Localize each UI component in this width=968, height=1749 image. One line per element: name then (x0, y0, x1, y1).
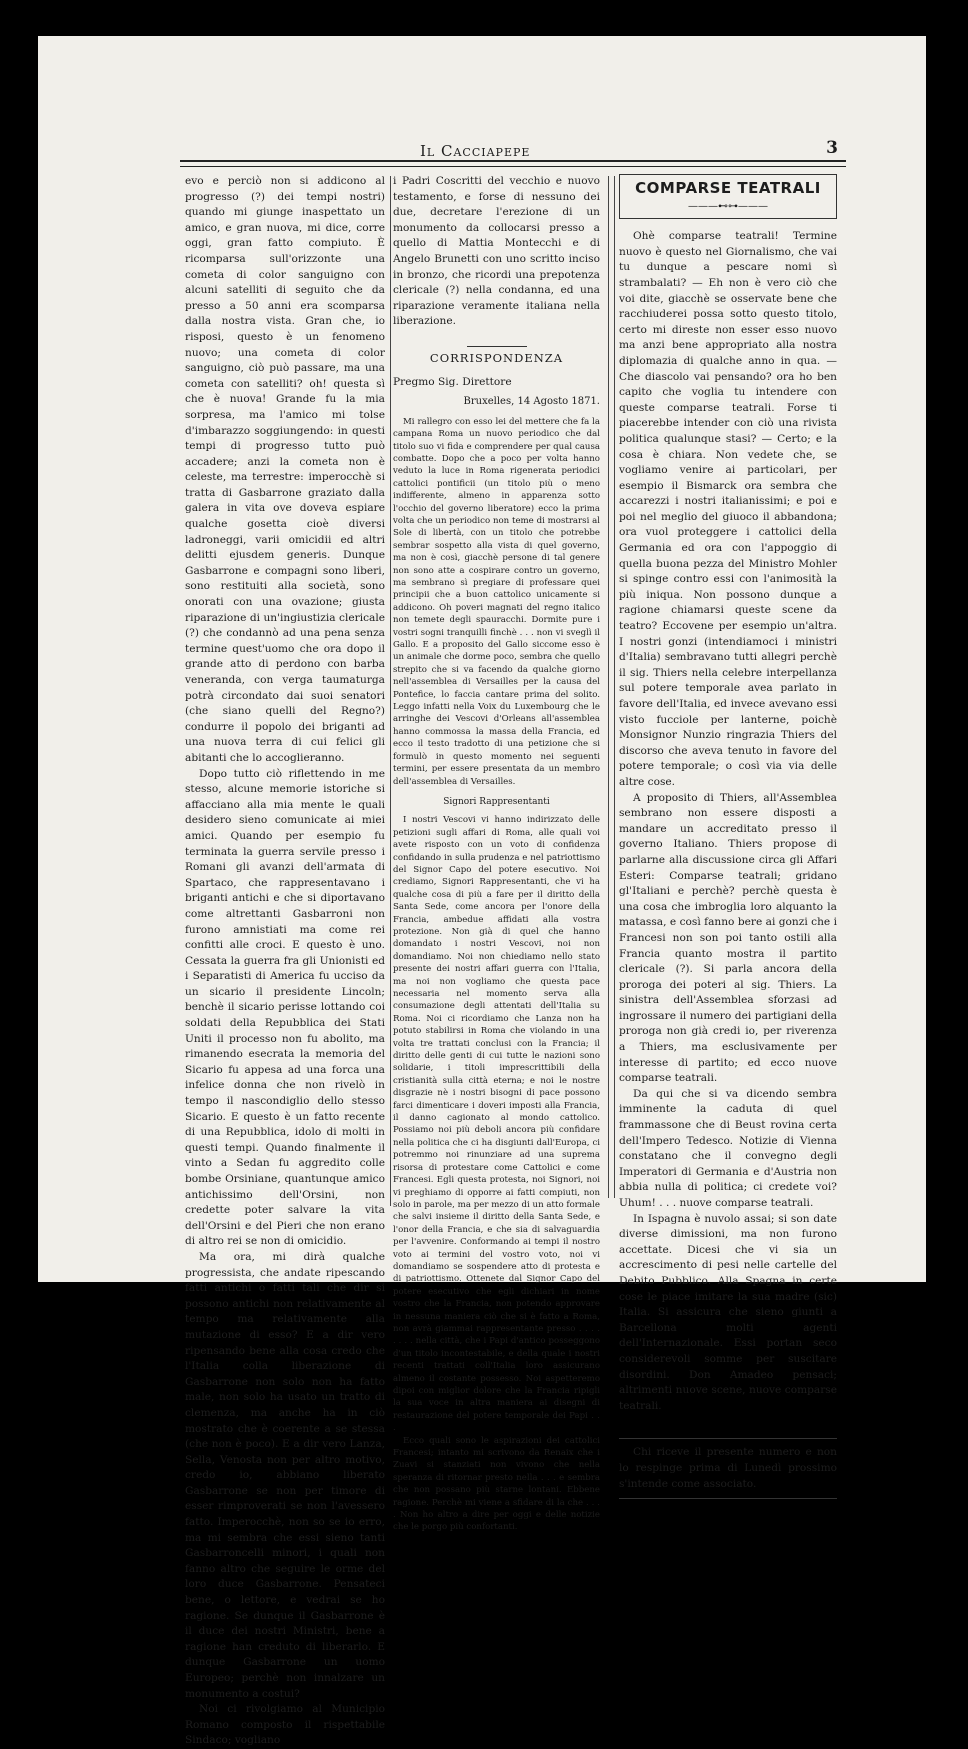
page-header (180, 140, 842, 162)
article-paragraph: Da qui che si va dicendo sembra imminente la caduta di quel frammassone che di Beust rovina certa dell'Impero Tedesco. Notizie di Vienna constatano che il convegno degli Imperatori di Germania e d'Austria non abbia nulla di politica; ci credete voi? Uhum! . . . nuove comparse teatrali. (619, 1087, 837, 1209)
article-heading (619, 174, 837, 219)
subsection-title: Signori Rappresentanti (443, 796, 550, 807)
dateline: Bruxelles, 14 Agosto 1871. (463, 396, 600, 408)
section-title-text: CORRISPONDENZA (429, 350, 564, 365)
article-paragraph: evo e perciò non si addicono al progresso (?) dei tempi nostri) quando mi giunge inaspettato un amico, e gran nuova, mi dice, corre oggi, gran fatto compiuto. È ricomparsa sull'orizzonte una cometa di color sanguigno con alcuni satelliti di seguito che da presso a 50 anni era scomparsa dalla nostra vista. Gran che, io risposi, questo è un fenomeno nuovo; una cometa di color sanguigno, ciò può passare, ma una cometa con satelliti? oh! questa sì che è nuova! Grande fu la mia sorpresa, ma l'amico mi tolse d'imbarazzo soggiungendo: in questi tempi di progresso tutto può accadere; anzi la cometa non è celeste, ma terrestre: imperocchè si tratta di Gasbarrone graziato dalla galera in vita ove doveva espiare qualche gosetta cioè diversi ladroneggi, varii omicidii ed altri delitti ejusdem generis. Dunque Gasbarrone e compagni sono liberi, sono restituiti alla società, sono onorati con una ovazione; giusta riparazione di un'ingiustizia clericale (?) che condannò ad una pena senza termine quest'uomo che ora dopo il grande atto di perdono con barba veneranda, con verga taumaturga potrà circondato dai suoi senatori (che siano quelli del Regno?) condurre il popolo dei briganti ad una nuova terra di cui felici gli abitanti che lo accoglieranno. (185, 175, 385, 764)
article-title: COMPARSE TEATRALI (635, 179, 821, 197)
column-divider (608, 176, 609, 1198)
notice-text: Chi riceve il presente numero e non lo respinge prima di Lunedì prossimo s'intende come associato. (619, 1446, 837, 1490)
letter-paragraph: Mi rallegro con esso lei del mettere che fa la campana Roma un nuovo periodico che dal titolo suo vi fida e comprendere per qual causa combatte. Dopo che a poco per volta hanno veduto la luce in Roma rigenerata periodici cattolici pontificii (un titolo più o meno indifferente, almeno in apparenza sotto l'occhio del governo liberatore) ecco la prima volta che un periodico non teme di mostrarsi al Sole di libertà, con un titolo che potrebbe sembrar sospetto alla vista di quel governo, ma non è così, giacchè persone di tal genere non sono atte a cospirare contro un governo, ma sembrano sì pregiare di professare quei principii che a buon cattolico unicamente si addicono. Oh poveri magnati del regno italico non temete degli spauracchi. Dormite pure i vostri sogni tranquilli finchè . . . non vi sveglì il Gallo. E a proposito del Gallo siccome esso è un animale che dorme poco, sembra che quello strepito che si va facendo da qualche giorno nell'assemblea di Versailles per la causa del Pontefice, lo faccia cantare prima del solito. Leggo infatti nella Voix du Luxembourg che le arringhe dei Vescovi d'Orleans all'assemblea hanno commossa la massa della Francia, ed ecco il testo tradotto di una petizione che si formulò in questo momento nei seguenti termini, per essere presentata da un membro dell'assemblea di Versailles. (393, 416, 600, 787)
article-paragraph: Ohè comparse teatrali! Termine nuovo è questo nel Giornalismo, che vai tu dunque a pescare nomi sì strambalati? — Eh non è vero ciò che voi dite, giacchè se osservate bene che racchiuderei possa sotto questo titolo, certo mi direste non esser esso nuovo ma anzi bene appropriato alla nostra diplomazia di qualche anno in qua. — Che diascolo vai pensando? ora ho ben capito che voglia tu intendere con queste comparse teatrali. Forse ti piacerebbe intender con ciò una rivista politica qualunque stasi? — Certo; e la cosa è chiara. Non vedete che, se vogliamo venire ai particolari, per esempio il Bismarck ora sembra che accarezzi i nostri italianissimi; e poi e poi nel meglio del giuoco il abbandona; ora vuol proteggere i cattolici della Germania ed ora con l'appoggio di quella buona pezza del Ministro Mohler si spinge contro essi con l'animosità la più iniqua. Non possono dunque a ragione chiamarsi queste scene da teatro? Eccovene per esempio un'altra. I nostri gonzi (intendiamoci i ministri d'Italia) sembravano tutti allegri perchè il sig. Thiers nella celebre interpellanza sul potere temporale avea parlato in favore dell'Italia, ed invece avevano essi visto fucciole per lanterne, poichè Monsignor Nunzio ringrazia Thiers del discorso che aveva tenuto in favore del potere temporale; o così via via delle altre cose. (619, 230, 837, 788)
column-divider (614, 176, 615, 1198)
newspaper-title: Il Cacciapepe (420, 142, 531, 160)
ornament-divider: ———⊷⊶——— (688, 200, 768, 212)
left-column (185, 174, 385, 1749)
middle-column (393, 174, 600, 1534)
letter-closing: Ecco quali sono le aspirazioni dei cattolici Francesi; intanto mi scrivono da Renaix che i Zuavi si stanziati non vivono che nella speranza di ritornar presto nella . . . e sembra che non possano più starne lontani. Ebbene ragione. Perchè mi viene a sfidare di la che . . . . Non ho altro a dire per oggi e delle notizie che le porgo più confortanti. (393, 1435, 600, 1533)
article-paragraph: Noi ci rivolgiamo al Municipio Romano composto il rispettabile Sindaco; vogliano (185, 1703, 385, 1747)
petition-paragraph: I nostri Vescovi vi hanno indirizzato delle petizioni sugli affari di Roma, alle quali voi avete risposto con un voto di confidenza confidando in sulla prudenza e nel patriottismo del Signor Capo del potere esecutivo. Noi crediamo, Signori Rappresentanti, che vi ha qualche cosa di più a fare per il diritto della Santa Sede, come ancora per l'onore della Francia, ambedue affidati alla vostra protezione. Non già di quel che hanno domandato i nostri Vescovi, noi non domandiamo. Noi non chiediamo nello stato presente dei nostri affari guerra con l'Italia, ma noi non vogliamo che questa pace necessaria nel momento serva alla consumazione degli attentati dell'Italia su Roma. Noi ci ricordiamo che Lanza non ha potuto stabilirsi in Roma che violando in una volta tre trattati conclusi con la Francia; il diritto delle genti di cui tutte le nazioni sono solidarie, i titoli imprescrittibili della cristianità sulla città eterna; e noi le nostre disgrazie nè i nostri bisogni di pace possono farci dimenticare i doveri imposti alla Francia, il danno cagionato al mondo cattolico. Possiamo noi più deboli ancora più confidare nella politica che ci ha disgiunti dall'Europa, ci potremmo noi rinunziare ad una suprema risorsa di protestare come Cattolici e come Francesi. Egli questa protesta, noi Signori, noi vi preghiamo di opporre ai fatti compiuti, non solo in parole, ma per mezzo di un atto formale che salvi insieme il diritto della Santa Sede, e l'onor della Francia, e che sia di salvaguardia per l'avvenire. Conformando ai tempi il nostro voto ai termini del vostro voto, noi vi domandiamo se sospendere atto di protesta e di patriottismo. Ottenete dal Signor Capo del potere esecutivo che egli dichiari in nome vostro che la Francia, non potendo approvare in nessuna maniera ciò che si è fatto a Roma, non avrà giammai rappresentante presso . . . . . . . . nella città, che i Papi d'antico posseggono d'un titolo incontestabile, e della quale i nostri recenti trattati coll'Italia loro assicurano almeno il costante possesso. Noi aspetteremo dipoi con miglior dolore che la Francia ripigli la sua voce in altra maniera ai disegni di restaurazione del potere temporale dei Papi . . . (393, 815, 600, 1434)
article-paragraph: i Padri Coscritti del vecchio e nuovo testamento, e forse di nessuno dei due, decretare l'erezione di un monumento da collocarsi presso a quello di Mattia Montecchi e di Angelo Brunetti con uno scritto inciso in bronzo, che ricordi una prepotenza clericale (?) nella condanna, ed una riparazione veramente italiana nella liberazione. (393, 175, 600, 328)
page-number: 3 (826, 138, 838, 158)
column-divider (390, 176, 391, 1206)
title-rule (467, 346, 527, 347)
right-column (619, 174, 837, 1499)
letter-greeting: Pregmo Sig. Direttore (393, 375, 512, 388)
article-paragraph: Ma ora, mi dirà qualche progressista, che andate ripescando fatti antichi o fatti tali che dir si possono antichi non relativamente al tempo ma relativamente alla mutazione di esso? E a dir vero ripensando bene alla cosa credo che l'Italia colla liberazione di Gasbarrone non solo non ha fatto male, non solo ha usato un tratto di clemenza, ma anche ha in ciò mostrato che è coerente a se stessa (che non è poco). E a dir vero Lanza, Sella, Venosta non per altro motivo, credo io, abbiano liberato Gasbarrone se non per timore di esser rimproverati se non l'avessero fatto. Imperocchè, non so se io erro, ma mi sembra che essi sieno tanti Gasbarroncelli minori, i quali non fanno altro che seguire le orme del loro duce Gasbarrone. Pensateci bene, o lettore, e vedrai se ho ragione. Se dunque il Gasbarrone è il duce dei nostri Ministri, bene a ragione han creduto di liberarlo. E dunque Gasbarrone un uomo Europeo; perchè non innalzare un monumento a costui? (185, 1250, 385, 1700)
article-paragraph: Dopo tutto ciò riflettendo in me stesso, alcune memorie istoriche si affacciano alla mia mente le quali desidero sieno comunicate ai miei amici. Quando per esempio fu terminata la guerra servile presso i Romani gli avanzi dell'armata di Spartaco, che rappresentavano i briganti antichi e che si diportavano come altrettanti Gasbarroni non furono amnistiati ma come rei confitti alle croci. E questo è uno. Cessata la guerra fra gli Unionisti ed i Separatisti di America fu ucciso da un sicario il presidente Lincoln; benchè il sicario perisse lottando coi soldati della Repubblica dei Stati Uniti il processo non fu abolito, ma rimanendo esecrata la memoria del Sicario fu appesa ad una forca una infelice donna che non rivelò in tempo il nascondiglio dello stesso Sicario. E questo è un fatto recente di una Repubblica, idolo di molti in questi tempi. Quando finalmente il vinto a Sedan fu aggredito colle bombe Orsiniane, quantunque amico antichissimo dell'Orsini, non credette poter salvare la vita dell'Orsini e del Pieri che non erano di altro rei se non di omicidio. (185, 767, 385, 1248)
letter-body (393, 416, 600, 1534)
newspaper-page (38, 36, 926, 1747)
article-paragraph: A proposito di Thiers, all'Assemblea sembrano non essere disposti a mandare un accreditato presso il governo Italiano. Thiers propose di parlarne alla discussione circa gli Affari Esteri: Comparse teatrali; gridano gl'Italiani e perchè? perchè questa è una cosa che imbroglia loro alquanto la matassa, e così fanno bere ai gonzi che i Francesi non son poi tanto ostili alla Francia quanto mostra il partito clericale (?). Si parla ancora della proroga dei poteri al sig. Thiers. La sinistra dell'Assemblea sforzasi ad ingrossare il numero dei partigiani della proroga non già credi io, per riverenza a Thiers, ma esclusivamente per interesse di partito; ed ecco nuove comparse teatrali. (619, 791, 837, 1085)
header-rule (180, 160, 846, 167)
subscription-notice (619, 1438, 837, 1499)
article-paragraph: In Ispagna è nuvolo assai; si son date diverse dimissioni, ma non furono accettate. Dicesi che vi sia un accrescimento di pesi nelle cartelle del Debito Pubblico. Alla Spagna in certe cose le piace imitare la sua madre (sic) Italia. Si assicura che sieno giunti a Barcellona molti agenti dell'Internazionale. Essi portan seco considerevoli somme per suscitare disordini. Don Amadeo pensaci; altrimenti nuove scene, nuove comparse teatrali. (619, 1212, 837, 1412)
section-title (393, 346, 600, 367)
